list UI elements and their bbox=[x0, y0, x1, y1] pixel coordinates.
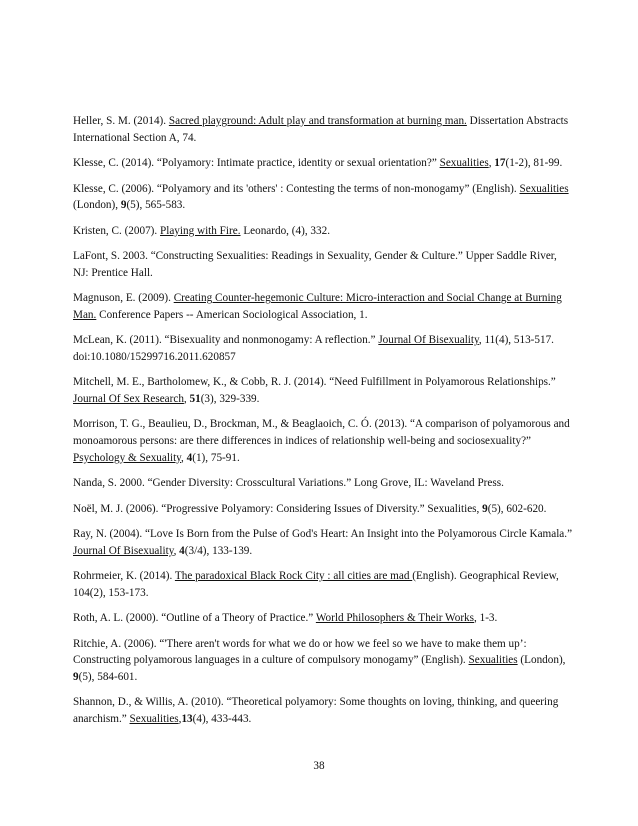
reference-volume: 17 bbox=[494, 157, 506, 170]
page-number: 38 bbox=[313, 760, 325, 772]
reference-entry bbox=[73, 416, 573, 466]
reference-volume: 13 bbox=[181, 712, 193, 725]
reference-text: , bbox=[488, 157, 495, 170]
reference-entry bbox=[73, 248, 573, 281]
reference-text: Klesse, C. (2014). “Polyamory: Intimate practice, identity or sexual orientation?” bbox=[73, 157, 440, 170]
reference-volume: 51 bbox=[189, 392, 201, 405]
reference-text: Noël, M. J. (2006). “Progressive Polyamory: Considering Issues of Diversity.” Sexualities, bbox=[73, 502, 483, 515]
reference-title-underlined: The paradoxical Black Rock City : all cities are mad bbox=[174, 570, 413, 583]
reference-text: (London), bbox=[517, 654, 566, 667]
reference-title-underlined: Journal Of Sex Research bbox=[73, 392, 184, 405]
reference-text: Morrison, T. G., Beaulieu, D., Brockman, M., & Beaglaoich, C. Ó. (2013). “A comparison of polyamorous and monoamorous persons: are there differences in indices of relationship well-being and sociosexuality?” bbox=[73, 418, 570, 448]
reference-text: (5), 565-583. bbox=[126, 199, 186, 212]
reference-text: Leonardo, (4), 332. bbox=[240, 224, 330, 237]
reference-text: , bbox=[173, 544, 180, 557]
reference-entry bbox=[73, 290, 573, 323]
reference-text: , bbox=[181, 451, 187, 464]
reference-text: LaFont, S. 2003. “Constructing Sexualities: Readings in Sexuality, Gender & Culture.” Upper Saddle River, NJ: Prentice Hall. bbox=[73, 250, 557, 279]
reference-text: , 1-3. bbox=[474, 612, 498, 625]
reference-title-underlined: Journal Of Bisexuality bbox=[378, 334, 479, 347]
reference-text: , bbox=[183, 392, 190, 405]
reference-entry bbox=[73, 475, 573, 492]
reference-text: Conference Papers -- American Sociological Association, 1. bbox=[96, 308, 368, 321]
reference-volume: 9 bbox=[120, 199, 127, 212]
reference-entry bbox=[73, 181, 573, 214]
reference-text: , 11(4), 513-517. doi:10.1080/15299716.2011.620857 bbox=[73, 334, 554, 363]
reference-entry bbox=[73, 568, 573, 601]
reference-list bbox=[73, 113, 573, 736]
reference-entry bbox=[73, 636, 573, 686]
reference-entry bbox=[73, 526, 573, 559]
reference-text: Mitchell, M. E., Bartholomew, K., & Cobb, R. J. (2014). “Need Fulfillment in Polyamorous Relationships.” bbox=[73, 376, 556, 389]
reference-volume: 9 bbox=[482, 502, 488, 515]
reference-text: Nanda, S. 2000. “Gender Diversity: Crosscultural Variations.” Long Grove, IL: Waveland Press. bbox=[73, 477, 504, 490]
reference-text: Klesse, C. (2006). “Polyamory and its 'others' : Contesting the terms of non-monogamy” (English). bbox=[73, 182, 520, 195]
reference-text: Roth, A. L. (2000). “Outline of a Theory of Practice.” bbox=[73, 612, 316, 625]
reference-entry bbox=[73, 155, 573, 172]
reference-entry bbox=[73, 223, 573, 240]
reference-title-underlined: Psychology & Sexuality bbox=[73, 451, 182, 464]
reference-text: (London), bbox=[73, 199, 121, 212]
reference-text: (3), 329-339. bbox=[200, 392, 260, 405]
reference-text: Shannon, D., & Willis, A. (2010). “Theoretical polyamory: Some thoughts on loving, thinking, and queering anarchism.” bbox=[73, 696, 559, 725]
reference-text: (5), 602-620. bbox=[487, 502, 547, 515]
reference-text: Kristen, C. (2007). bbox=[73, 224, 161, 237]
reference-text: (3/4), 133-139. bbox=[184, 544, 253, 557]
reference-entry bbox=[73, 501, 573, 518]
reference-text: (English). Geographical Review, 104(2), 153-173. bbox=[73, 570, 559, 599]
reference-text: Ritchie, A. (2006). “'There aren't words for what we do or how we feel so we have to make them up’: Constructing polyamorous languages in a culture of compulsory monogamy” (English). bbox=[73, 637, 527, 667]
reference-title-underlined: Sexualities bbox=[468, 654, 518, 667]
reference-entry bbox=[73, 332, 573, 365]
reference-text: , bbox=[178, 712, 182, 725]
reference-text: (1-2), 81-99. bbox=[505, 157, 563, 170]
reference-text: Heller, S. M. (2014). bbox=[73, 115, 169, 127]
reference-volume: 9 bbox=[73, 670, 79, 683]
reference-text: Rohrmeier, K. (2014). bbox=[73, 570, 175, 583]
reference-entry bbox=[73, 694, 573, 727]
reference-text: McLean, K. (2011). “Bisexuality and nonmonogamy: A reflection.” bbox=[73, 334, 379, 347]
reference-entry bbox=[73, 374, 573, 407]
reference-text: Ray, N. (2004). “Love Is Born from the Pulse of God's Heart: An Insight into the Polyamorous Circle Kamala.” bbox=[73, 528, 573, 541]
reference-text: (1), 75-91. bbox=[192, 451, 240, 464]
reference-title-underlined: Journal Of Bisexuality bbox=[73, 544, 174, 557]
reference-text: Dissertation Abstracts International Section A, 74. bbox=[73, 115, 569, 144]
reference-volume: 4 bbox=[179, 544, 185, 557]
reference-title-underlined: World Philosophers & Their Works bbox=[315, 612, 474, 625]
reference-title-underlined: Sexualities bbox=[439, 157, 489, 170]
reference-text: (4), 433-443. bbox=[192, 712, 252, 725]
reference-volume: 4 bbox=[186, 451, 193, 464]
reference-text: (5), 584-601. bbox=[78, 670, 138, 683]
reference-title-underlined: Creating Counter-hegemonic Culture: Micro-interaction and Social Change at Burning Man. bbox=[73, 292, 562, 321]
reference-text: Magnuson, E. (2009). bbox=[73, 292, 174, 305]
reference-title-underlined: Sexualities bbox=[519, 182, 569, 195]
reference-title-underlined: Sacred playground: Adult play and transformation at burning man. bbox=[168, 115, 467, 127]
reference-entry bbox=[73, 113, 573, 146]
reference-title-underlined: Sexualities bbox=[129, 712, 179, 725]
reference-entry bbox=[73, 610, 573, 627]
reference-title-underlined: Playing with Fire. bbox=[160, 224, 241, 237]
